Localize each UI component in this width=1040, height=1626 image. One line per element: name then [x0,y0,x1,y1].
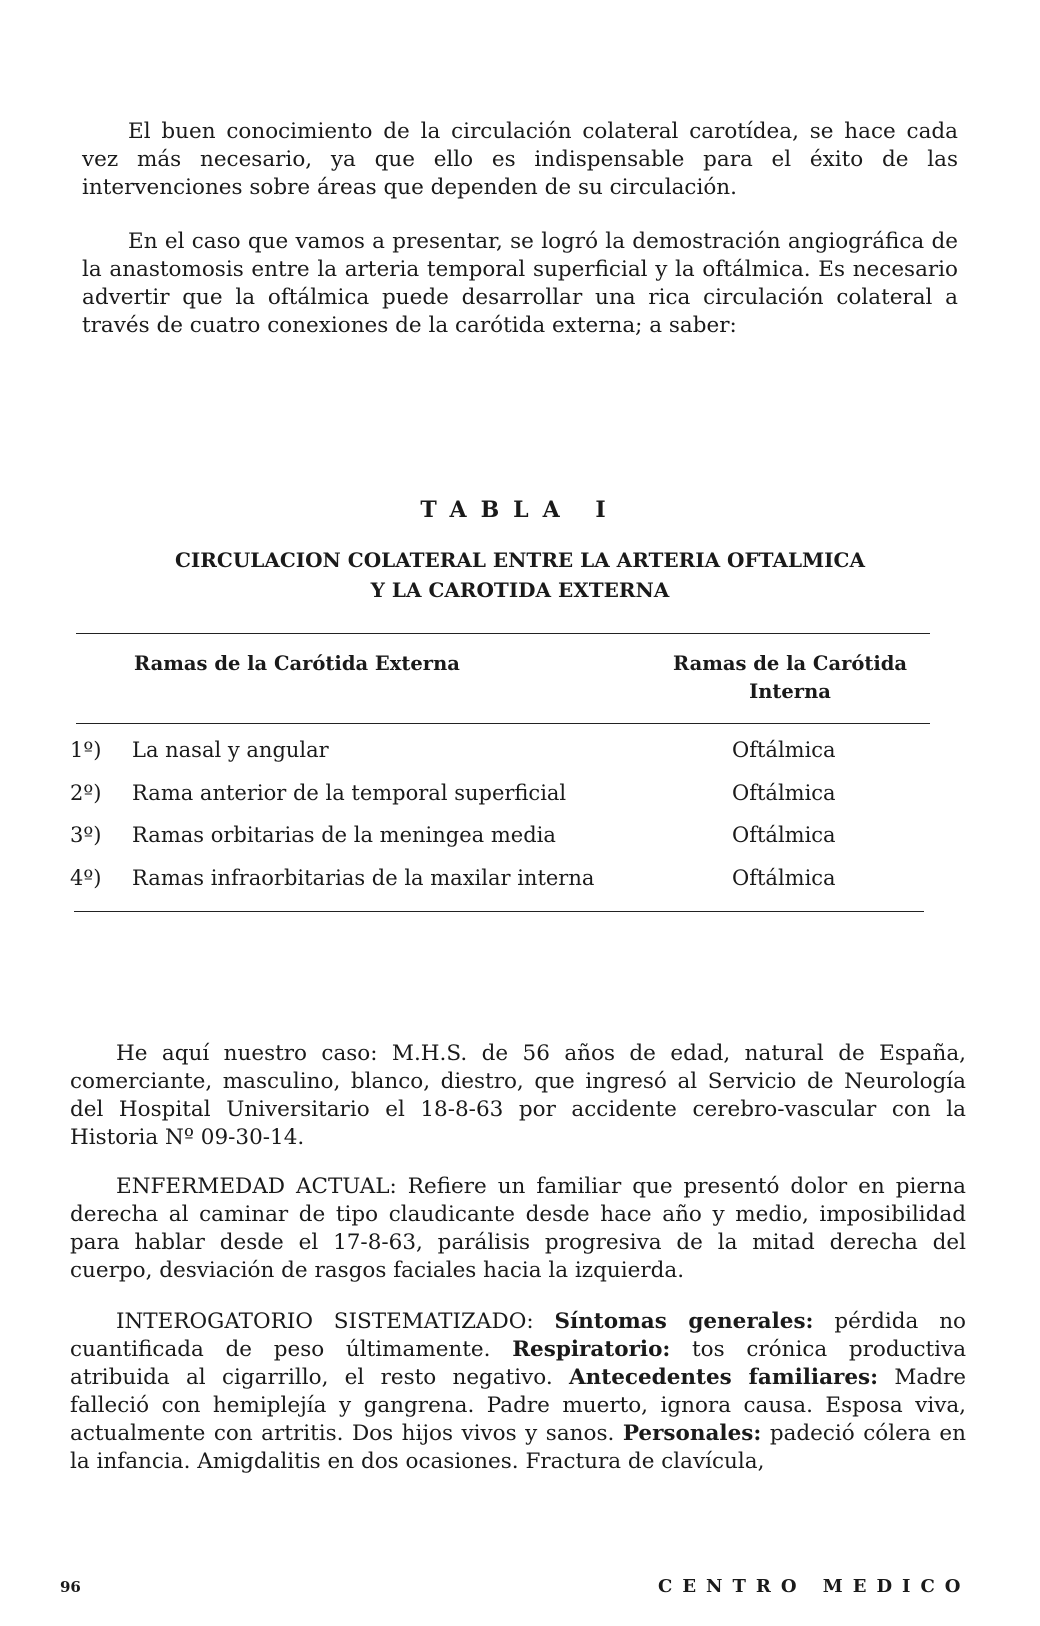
table-bottom-rule [74,911,924,912]
table-title-line-2: Y LA CAROTIDA EXTERNA [370,578,670,602]
table-row [70,823,930,859]
table-row [70,738,930,774]
section-heading-antecedentes: Antecedentes familiares: [568,1365,879,1390]
row-external-branch: Ramas orbitarias de la meningea media [132,823,556,847]
table-title-line-1: CIRCULACION COLATERAL ENTRE LA ARTERIA OFTALMICA [175,548,865,572]
intro-paragraph-2-text: En el caso que vamos a presentar, se logró la demostración angiográfica de la anastomosis entre la arteria temporal superficial y la oftálmica. Es necesario advertir que la oftálmica puede desarrollar una rica circulación colateral a través de cuatro conexiones de la carótida externa; a saber: [82,229,958,338]
table-top-rule [76,633,930,634]
intro-paragraph-1 [82,118,958,202]
row-internal-branch: Oftálmica [732,823,836,847]
section-text-antecedentes: Madre falleció con hemiplejía y gangrena. Padre muerto, ignora causa. Esposa viva, actualmente con artritis. Dos hijos vivos y sanos. [70,1365,966,1446]
enfermedad-text: Refiere un familiar que presentó dolor en pierna derecha al caminar de tipo claudicante desde hace año y medio, imposibilidad para hablar desde el 17-8-63, parálisis progresiva de la mitad derecha del cuerpo, desviación de rasgos faciales hacia la izquierda. [70,1174,966,1283]
section-text-personales: padeció cólera en la infancia. Amigdalitis en dos ocasiones. Fractura de clavícula, [70,1421,966,1474]
row-number: 3º) [70,823,102,847]
section-heading-sintomas: Síntomas generales: [554,1309,814,1334]
enfermedad-label: ENFERMEDAD ACTUAL: [116,1174,397,1199]
case-paragraph [70,1040,966,1152]
case-paragraph-text: He aquí nuestro caso: M.H.S. de 56 años de edad, natural de España, comerciante, masculino, blanco, diestro, que ingresó al Servicio de Neurología del Hospital Universitario el 18-8-63 por accidente cerebro-vascular con la Historia Nº 09-30-14. [70,1041,966,1150]
row-number: 4º) [70,866,102,890]
section-heading-personales: Personales: [622,1421,762,1446]
table-label: TABLA I [420,497,620,523]
table-header-internal-line-1: Ramas de la Carótida [672,652,908,675]
enfermedad-paragraph [70,1173,966,1285]
section-text-sintomas: pérdida no cuantificada de peso últimamente. [70,1309,966,1362]
row-internal-branch: Oftálmica [732,781,836,805]
table-row [70,781,930,817]
section-heading-respiratorio: Respiratorio: [512,1337,671,1362]
row-internal-branch: Oftálmica [732,738,836,762]
row-number: 1º) [70,738,102,762]
row-external-branch: La nasal y angular [132,738,329,762]
row-internal-branch: Oftálmica [732,866,836,890]
table-header-internal [660,650,920,706]
table-title [0,545,1040,605]
row-external-branch: Ramas infraorbitarias de la maxilar interna [132,866,595,890]
table-header-internal-line-2: Interna [749,680,831,703]
intro-paragraph-1-text: El buen conocimiento de la circulación colateral carotídea, se hace cada vez más necesario, ya que ello es indispensable para el éxito de las intervenciones sobre áreas que dependen de su circulación. [82,119,958,200]
page-number: 96 [60,1578,81,1596]
table-header-external: Ramas de la Carótida Externa [134,652,460,675]
table-header-rule [76,723,930,724]
row-number: 2º) [70,781,102,805]
interrogatorio-label: INTEROGATORIO SISTEMATIZADO: [116,1309,534,1334]
journal-name: CENTRO MEDICO [658,1576,971,1597]
intro-paragraph-2 [82,228,958,340]
table-row [70,866,930,902]
interrogatorio-paragraph [70,1308,966,1476]
row-external-branch: Rama anterior de la temporal superficial [132,781,567,805]
section-text-respiratorio: tos crónica productiva atribuida al cigarrillo, el resto negativo. [70,1337,967,1390]
